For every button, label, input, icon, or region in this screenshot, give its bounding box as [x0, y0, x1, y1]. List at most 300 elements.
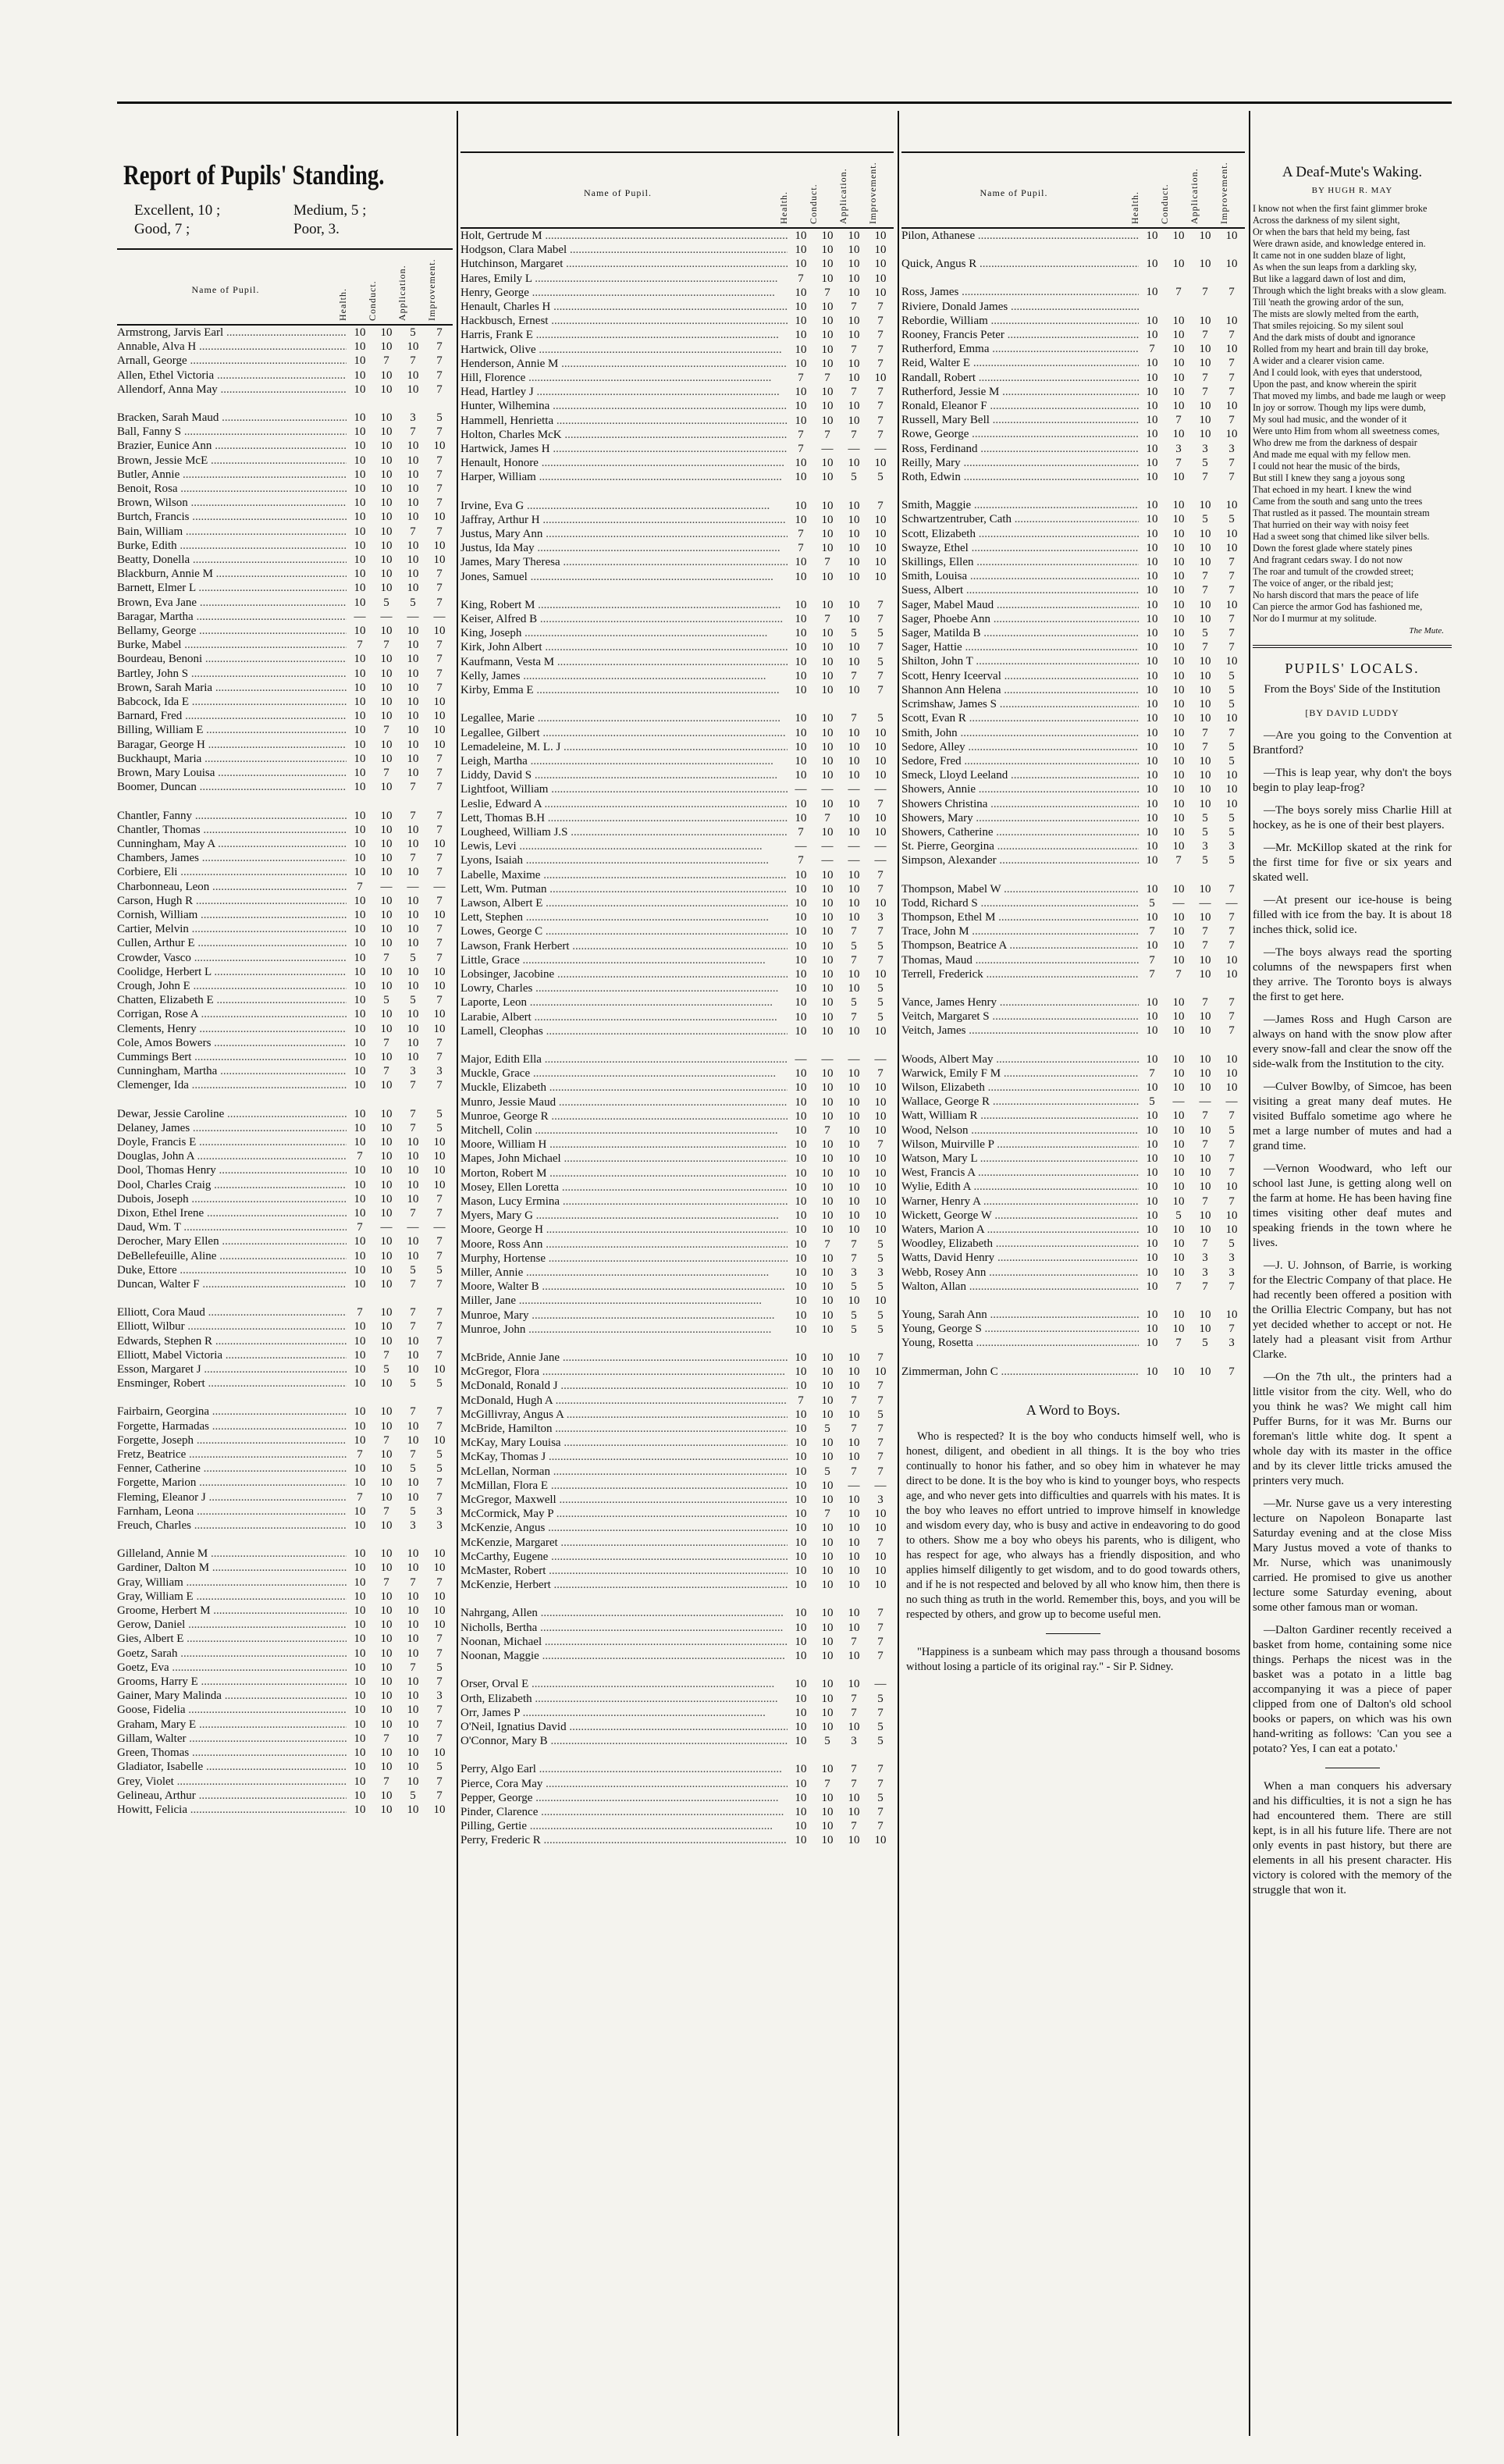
score-application: 10 — [407, 568, 419, 581]
score-improvement: 7 — [436, 1576, 443, 1589]
pupil-row — [901, 654, 1245, 668]
pupil-row — [117, 1405, 453, 1419]
score-health: 10 — [354, 482, 366, 496]
score-application: 10 — [848, 457, 860, 470]
score-health: 10 — [354, 681, 366, 694]
pupil-row — [901, 583, 1245, 597]
score-conduct: 10 — [380, 1590, 393, 1603]
score-conduct: 10 — [1172, 740, 1185, 753]
essay-title: A Word to Boys. — [1026, 1401, 1121, 1418]
pupil-row — [117, 1561, 453, 1575]
score-health: 10 — [354, 937, 366, 950]
score-conduct: 10 — [380, 525, 393, 538]
score-improvement: 7 — [1228, 1152, 1235, 1165]
pupil-row — [460, 1450, 894, 1464]
pupil-row — [117, 752, 453, 766]
score-improvement: 7 — [436, 1192, 443, 1205]
score-health: 10 — [354, 1079, 366, 1092]
score-conduct: 10 — [1172, 683, 1185, 696]
score-conduct: 10 — [380, 326, 393, 339]
score-improvement: 5 — [877, 1735, 884, 1748]
score-improvement: 3 — [1228, 442, 1235, 455]
score-conduct: 10 — [821, 1820, 834, 1833]
score-application: 7 — [1202, 939, 1208, 952]
score-conduct: 3 — [1175, 442, 1182, 455]
score-conduct: 10 — [821, 1380, 834, 1393]
score-health: 10 — [1146, 1180, 1158, 1194]
pupil-name: Harris, Frank E ..... — [460, 328, 788, 342]
score-conduct: 10 — [380, 710, 393, 723]
score-conduct: 10 — [821, 939, 834, 952]
score-improvement: 10 — [874, 1294, 887, 1308]
score-improvement: 7 — [877, 414, 884, 427]
score-application: 10 — [848, 1536, 860, 1549]
score-health: 10 — [795, 1166, 807, 1180]
score-conduct: 10 — [380, 1561, 393, 1575]
score-conduct: 10 — [821, 400, 834, 413]
score-conduct: 10 — [821, 1621, 834, 1634]
score-improvement: 7 — [877, 400, 884, 413]
pupil-row — [901, 356, 1245, 370]
score-improvement: 10 — [1225, 655, 1238, 668]
score-health: 10 — [795, 1209, 807, 1223]
pupil-row — [460, 768, 894, 782]
score-improvement: 7 — [877, 1067, 884, 1081]
score-health: 10 — [354, 1065, 366, 1078]
score-conduct: 10 — [380, 426, 393, 439]
score-improvement: 7 — [436, 1718, 443, 1731]
score-improvement: 5 — [436, 1377, 443, 1390]
pupil-row — [901, 797, 1245, 811]
score-conduct: 5 — [383, 596, 389, 609]
pupil-name: Forgette, Marion ..... — [117, 1476, 347, 1490]
pupil-row — [460, 1394, 894, 1408]
score-health: 10 — [795, 896, 807, 910]
score-application: 10 — [407, 639, 419, 652]
pupil-row — [460, 300, 894, 314]
score-conduct: 7 — [383, 1433, 389, 1447]
pupil-name: Carson, Hugh R ..... — [117, 894, 347, 908]
score-conduct: 10 — [1172, 584, 1185, 597]
pupil-row — [117, 1632, 453, 1646]
pupil-name: Miller, Jane ..... — [460, 1294, 788, 1308]
score-improvement: 10 — [1225, 797, 1238, 810]
pupil-row — [901, 1237, 1245, 1251]
pupil-name: Goose, Fidelia ..... — [117, 1703, 347, 1717]
score-conduct: 7 — [383, 1036, 389, 1049]
score-application: 7 — [410, 1576, 416, 1589]
score-health: 10 — [354, 809, 366, 822]
score-application: 10 — [407, 1050, 419, 1063]
score-application: 10 — [848, 315, 860, 328]
score-improvement: 7 — [877, 684, 884, 697]
pupil-row — [117, 1789, 453, 1803]
pupil-row — [117, 1007, 453, 1021]
score-conduct: 7 — [1175, 1337, 1182, 1350]
pupil-row — [901, 853, 1245, 867]
score-improvement: 10 — [874, 811, 887, 824]
score-improvement: 5 — [1228, 740, 1235, 753]
pupil-name: McDonald, Hugh A ..... — [460, 1394, 788, 1408]
score-improvement: 10 — [874, 1195, 887, 1208]
score-conduct: 10 — [380, 894, 393, 907]
pupil-row — [117, 667, 453, 681]
score-conduct: 10 — [1172, 925, 1185, 938]
pupil-name: Hackbusch, Ernest ..... — [460, 314, 788, 328]
score-application: 10 — [848, 1067, 860, 1081]
score-improvement: 10 — [433, 837, 446, 850]
score-health: 10 — [1146, 1266, 1158, 1279]
pupil-row — [117, 681, 453, 695]
pupil-row — [117, 1319, 453, 1333]
score-improvement: 7 — [877, 1621, 884, 1634]
score-application: 10 — [848, 811, 860, 824]
score-conduct: 10 — [1172, 1052, 1185, 1066]
score-improvement: 7 — [436, 596, 443, 609]
pupil-row — [460, 257, 894, 271]
score-conduct: 10 — [821, 1067, 834, 1081]
score-application: 10 — [407, 440, 419, 453]
pupil-name: Bartley, John S ..... — [117, 667, 347, 681]
score-conduct: 10 — [380, 1135, 393, 1148]
score-application: 10 — [848, 1508, 860, 1521]
pupil-row — [460, 229, 894, 243]
score-health: 10 — [795, 1237, 807, 1251]
score-health: 10 — [795, 1494, 807, 1507]
pupil-row — [460, 1465, 894, 1479]
score-health: 10 — [1146, 825, 1158, 839]
score-conduct: 10 — [821, 1223, 834, 1237]
pupil-name: Trace, John M ..... — [901, 924, 1139, 938]
pupil-name: Brown, Jessie McE ..... — [117, 454, 347, 468]
score-application: 10 — [1199, 754, 1211, 767]
pupil-row — [460, 343, 894, 357]
score-conduct: 10 — [821, 1763, 834, 1776]
score-application: 5 — [410, 596, 416, 609]
score-health: 10 — [354, 724, 366, 737]
score-conduct: 10 — [821, 1834, 834, 1847]
pupil-row — [117, 1675, 453, 1689]
score-conduct: 10 — [821, 471, 834, 484]
pupil-row — [901, 1123, 1245, 1138]
score-conduct: 10 — [821, 570, 834, 583]
pupil-name: Scott, Evan R ..... — [901, 711, 1139, 725]
score-application: 10 — [407, 1633, 419, 1646]
pupil-name: Lett, Wm. Putman ..... — [460, 882, 788, 896]
poem-line: Nor do I murmur at my solitude. — [1253, 613, 1377, 624]
score-application: 10 — [1199, 1223, 1211, 1236]
score-conduct: 10 — [1172, 811, 1185, 824]
score-improvement: 10 — [433, 908, 446, 921]
score-health: 10 — [795, 811, 807, 824]
header-application: Application. — [396, 265, 407, 321]
score-application: 3 — [851, 1735, 857, 1748]
score-health: 10 — [354, 1690, 366, 1703]
pupil-row — [117, 1703, 453, 1717]
score-improvement: 10 — [874, 1081, 887, 1095]
score-conduct: 10 — [821, 1109, 834, 1123]
score-health: 10 — [795, 1834, 807, 1847]
pupil-name: Myers, Mary G ..... — [460, 1209, 788, 1223]
score-health: 10 — [1146, 910, 1158, 924]
score-health: 10 — [1146, 456, 1158, 469]
pupil-row — [460, 1536, 894, 1550]
pupil-row — [117, 1234, 453, 1248]
score-conduct: 10 — [380, 1249, 393, 1262]
pupil-row — [460, 1379, 894, 1393]
pupil-row — [460, 669, 894, 683]
score-improvement: — — [874, 443, 887, 456]
pupil-name: Holt, Gertrude M ..... — [460, 229, 788, 243]
score-application: 10 — [1199, 712, 1211, 725]
score-application: 10 — [1199, 1309, 1211, 1322]
pupil-name: Corrigan, Rose A ..... — [117, 1007, 347, 1021]
score-conduct: 10 — [1172, 882, 1185, 896]
score-improvement: 7 — [436, 1079, 443, 1092]
score-improvement: 7 — [877, 301, 884, 314]
pupil-row — [901, 328, 1245, 342]
score-health: 10 — [354, 710, 366, 723]
pupil-row — [460, 385, 894, 399]
score-application: 7 — [410, 781, 416, 794]
pupil-row — [460, 797, 894, 811]
score-conduct: 10 — [1172, 769, 1185, 782]
score-application: 10 — [848, 1195, 860, 1208]
score-improvement: 5 — [436, 1462, 443, 1476]
pupil-row — [901, 612, 1245, 626]
score-improvement: 5 — [1228, 825, 1235, 839]
header-health: Health. — [337, 288, 348, 321]
pupil-name: Bellamy, George ..... — [117, 624, 347, 638]
score-health: 10 — [354, 894, 366, 907]
pupil-row — [901, 442, 1245, 456]
pupil-row — [117, 965, 453, 979]
score-health: 10 — [354, 738, 366, 751]
score-improvement: 7 — [1228, 910, 1235, 924]
score-application: 7 — [1202, 584, 1208, 597]
pupil-row — [901, 1152, 1245, 1166]
pupil-name: Skillings, Ellen ..... — [901, 555, 1139, 569]
score-conduct: 10 — [1172, 471, 1185, 484]
score-health: 10 — [1146, 258, 1158, 271]
score-application: 10 — [848, 726, 860, 739]
pupil-name: Lett, Thomas B.H ..... — [460, 811, 788, 825]
score-health: 10 — [1146, 698, 1158, 711]
report-title: Report of Pupils' Standing. — [123, 159, 385, 190]
legend-excellent: Excellent, 10 ; — [134, 202, 221, 219]
score-improvement: 10 — [874, 272, 887, 285]
score-improvement: 5 — [877, 1692, 884, 1705]
score-application: 10 — [407, 1647, 419, 1660]
standing-column-1 — [117, 111, 453, 2436]
score-conduct: 10 — [380, 1690, 393, 1703]
score-application: 10 — [407, 1363, 419, 1376]
score-improvement: 5 — [877, 1237, 884, 1251]
score-health: 10 — [1146, 1237, 1158, 1251]
score-conduct: 10 — [821, 726, 834, 739]
pupil-row — [460, 1195, 894, 1209]
score-improvement: 10 — [433, 554, 446, 567]
pupil-name: Coolidge, Herbert L ..... — [117, 965, 347, 979]
pupil-row — [117, 936, 453, 950]
score-conduct: 10 — [821, 1309, 834, 1322]
score-improvement: — — [1225, 896, 1238, 910]
poem-line: That smiles rejoicing. So my silent soul — [1253, 320, 1404, 331]
pupil-name: Doyle, Francis E ..... — [117, 1135, 347, 1149]
pupil-row — [117, 1078, 453, 1092]
score-improvement: 3 — [436, 1519, 443, 1533]
score-application: 5 — [851, 1309, 857, 1322]
score-conduct: 10 — [380, 369, 393, 382]
score-health: 10 — [1146, 1024, 1158, 1038]
score-application: 3 — [1202, 442, 1208, 455]
score-health: 10 — [795, 740, 807, 753]
pupil-row — [460, 1791, 894, 1805]
pupil-row — [460, 1436, 894, 1450]
score-improvement: 7 — [877, 1138, 884, 1152]
score-improvement: 7 — [436, 482, 443, 496]
pupil-row — [901, 1138, 1245, 1152]
score-application: — — [1199, 896, 1211, 910]
poem-line: My soul had music, and the wonder of it — [1253, 414, 1407, 425]
pupil-row — [901, 740, 1245, 754]
pupil-name: Veitch, James ..... — [901, 1024, 1139, 1038]
score-conduct: 10 — [1172, 527, 1185, 540]
score-application: 10 — [407, 1675, 419, 1689]
score-conduct: 10 — [821, 1650, 834, 1663]
score-conduct: 10 — [821, 244, 834, 257]
score-conduct: 10 — [1172, 797, 1185, 810]
pupil-row — [117, 525, 453, 539]
score-health: 10 — [354, 1107, 366, 1120]
score-health: 5 — [1149, 1095, 1155, 1109]
pupil-name: Miller, Annie ..... — [460, 1266, 788, 1280]
score-improvement: 10 — [433, 1590, 446, 1603]
pupil-row — [901, 669, 1245, 683]
pupil-row — [460, 314, 894, 328]
score-improvement: 7 — [877, 598, 884, 611]
pupil-name: Burke, Edith ..... — [117, 539, 347, 553]
score-health: 7 — [798, 542, 804, 555]
local-item: —James Ross and Hugh Carson are always on hand with the snow plow after every snow-fall and clear the snow off the side-walk from the Institution to the city. — [1253, 1013, 1452, 1070]
pupil-row — [460, 456, 894, 470]
score-application: 7 — [851, 1465, 857, 1478]
score-health: 10 — [795, 1791, 807, 1804]
pupil-row — [901, 726, 1245, 740]
top-rule — [117, 101, 1452, 104]
score-improvement: 10 — [1225, 527, 1238, 540]
pupil-row — [460, 1123, 894, 1138]
locals-title: PUPILS' LOCALS. — [1285, 661, 1420, 676]
score-conduct: 10 — [380, 1164, 393, 1177]
score-improvement: 7 — [436, 752, 443, 765]
score-improvement: 10 — [433, 539, 446, 552]
score-conduct: 10 — [821, 1351, 834, 1365]
pupil-row — [460, 555, 894, 569]
pupil-name: Brown, Eva Jane ..... — [117, 596, 347, 610]
legend-good: Good, 7 ; — [134, 221, 190, 237]
score-application: 10 — [848, 641, 860, 654]
score-conduct: 10 — [1172, 641, 1185, 654]
pupil-name: Thompson, Beatrice A ..... — [901, 938, 1139, 952]
pupil-row — [460, 1081, 894, 1095]
score-conduct: 10 — [380, 1107, 393, 1120]
pupil-name: Ross, Ferdinand ..... — [901, 442, 1139, 456]
score-health: 10 — [1146, 513, 1158, 526]
pupil-name: Legallee, Marie ..... — [460, 711, 788, 725]
pupil-name: Major, Edith Ella ..... — [460, 1052, 788, 1066]
score-application: 3 — [1202, 1252, 1208, 1265]
score-improvement: 7 — [1228, 995, 1235, 1009]
score-conduct: 10 — [821, 669, 834, 682]
score-health: 10 — [1146, 371, 1158, 384]
pupil-name: Farnham, Leona ..... — [117, 1504, 347, 1519]
score-improvement: — — [433, 880, 446, 893]
pupil-name: Bracken, Sarah Maud ..... — [117, 411, 347, 425]
score-conduct: 10 — [380, 1334, 393, 1348]
score-conduct: 10 — [380, 383, 393, 396]
score-conduct: — — [380, 880, 393, 893]
pupil-row — [901, 285, 1245, 299]
pupil-name: Lyons, Isaiah ..... — [460, 853, 788, 867]
score-conduct: 10 — [821, 740, 834, 753]
score-health: 10 — [1146, 995, 1158, 1009]
score-improvement: 7 — [1228, 1195, 1235, 1208]
pupil-name: Keiser, Alfred B ..... — [460, 612, 788, 626]
score-health: 10 — [795, 1294, 807, 1308]
score-application: 10 — [848, 740, 860, 753]
score-application: 10 — [848, 1081, 860, 1095]
score-conduct: 7 — [824, 556, 830, 569]
pupil-name: Smith, Maggie ..... — [901, 498, 1139, 512]
score-health: 7 — [1149, 953, 1155, 967]
score-conduct: 10 — [1172, 357, 1185, 370]
score-health: 10 — [795, 1650, 807, 1663]
pupil-name: Smith, Louisa ..... — [901, 569, 1139, 583]
score-improvement: 5 — [1228, 754, 1235, 767]
pupil-name: Moore, William H ..... — [460, 1138, 788, 1152]
score-conduct: 10 — [380, 1718, 393, 1731]
score-application: 10 — [407, 383, 419, 396]
pupil-row — [901, 910, 1245, 924]
score-application: 10 — [848, 598, 860, 611]
score-improvement: 10 — [874, 230, 887, 242]
pupil-name: Brown, Sarah Maria ..... — [117, 681, 347, 695]
score-conduct: 10 — [821, 1180, 834, 1194]
poem-line: The roar and tumult of the crowded street; — [1253, 566, 1414, 577]
score-improvement: 7 — [877, 1777, 884, 1790]
pupil-name: Watts, David Henry ..... — [901, 1251, 1139, 1265]
score-health: 10 — [795, 726, 807, 739]
score-application: 10 — [848, 1621, 860, 1634]
score-health: 10 — [1146, 329, 1158, 342]
score-improvement: 7 — [877, 1422, 884, 1436]
score-application: 10 — [407, 454, 419, 467]
pupil-row — [460, 868, 894, 882]
score-conduct: 10 — [1172, 627, 1185, 640]
pupil-name: Howitt, Felicia ..... — [117, 1803, 347, 1817]
pupil-row — [117, 1192, 453, 1206]
score-health: 7 — [357, 1150, 363, 1163]
score-improvement: 10 — [874, 1223, 887, 1237]
pupil-row — [460, 1152, 894, 1166]
score-improvement: 7 — [436, 894, 443, 907]
score-health: 10 — [354, 1263, 366, 1277]
pupil-row — [117, 482, 453, 496]
score-improvement: 5 — [877, 1010, 884, 1024]
score-application: 5 — [1202, 854, 1208, 867]
pupil-row — [901, 257, 1245, 271]
